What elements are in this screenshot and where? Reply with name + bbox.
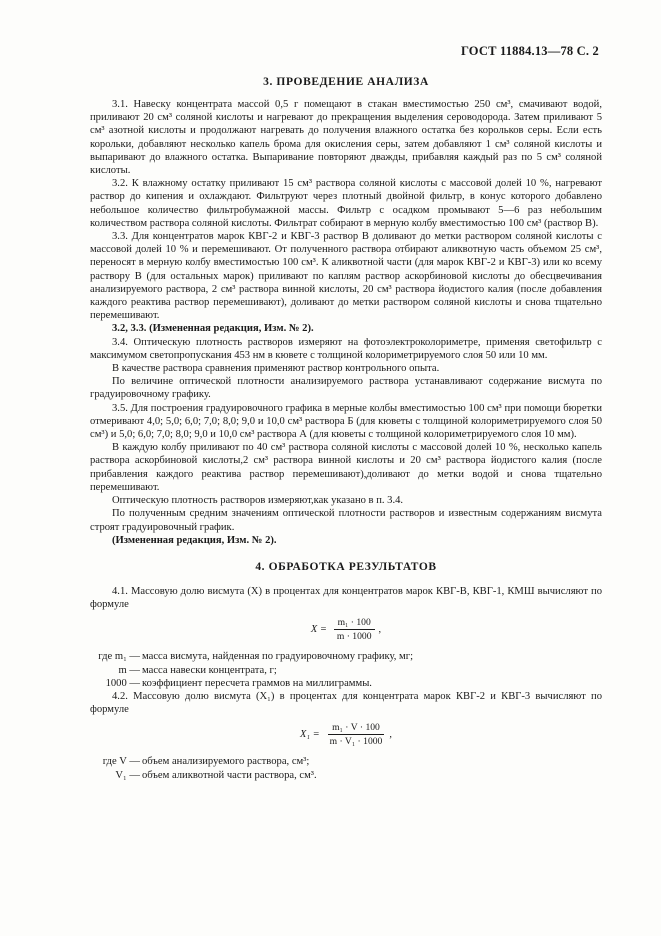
paragraph-optical-density: Оптическую плотность растворов измеряют,как указано в п. 3.4. bbox=[112, 495, 404, 507]
paragraph-bismuth-content: По величине оптической плотности анализируемого раствора устанавливают содержание висмута по градуировочному графику. bbox=[90, 376, 602, 401]
paragraph-calibration-graph: По полученным средним значениям оптической плотности растворов и известным содержаниям висмута строят градуировочный график. bbox=[90, 508, 602, 533]
definition-text: коэффициент пересчета граммов на миллиграммы. bbox=[142, 677, 372, 689]
definition-text: масса висмута, найденная по градуировочному графику, мг; bbox=[142, 651, 414, 663]
definition-symbol: где V — bbox=[102, 756, 140, 768]
definition-row bbox=[90, 664, 602, 677]
section-3-heading: 3. ПРОВЕДЕНИЕ АНАЛИЗА bbox=[263, 76, 429, 88]
formula-1-denominator: m · 1000 bbox=[336, 631, 372, 643]
definition-row bbox=[90, 769, 602, 782]
amendment-note-3-2-3-3: 3.2, 3.3. (Измененная редакция, Изм. № 2). bbox=[112, 323, 314, 335]
paragraph-each-flask: В каждую колбу приливают по 40 см³ раствора соляной кислоты с массовой долей 10 %, несколько капель раствора аскорбиновой кислоты,2 см³ раствора винной кислоты и 20 см³ раствора йодистого калия (после прибавления каждого реактива раствор перемешивают),доливают до метки водой и снова тщательно перемешивают. bbox=[90, 442, 602, 493]
definition-text: масса навески концентрата, г; bbox=[142, 664, 277, 676]
amendment-note-3: (Измененная редакция, Изм. № 2). bbox=[112, 534, 277, 546]
formula-1-comma: , bbox=[378, 624, 382, 636]
definition-row bbox=[90, 677, 602, 690]
paragraph-3-4: 3.4. Оптическую плотность растворов измеряют на фотоэлектроколориметре, применяя светофильтр с максимумом светопропускания 453 нм в кювете с толщиной колориметрируемого слоя 50 или 10 мм. bbox=[90, 336, 602, 361]
definition-symbol: m — bbox=[118, 664, 140, 676]
page-header: ГОСТ 11884.13—78 С. 2 bbox=[460, 44, 599, 58]
definition-symbol: где m₁ — bbox=[98, 651, 140, 663]
definition-row bbox=[90, 650, 602, 663]
formula-2-numerator: m₁ · V · 100 bbox=[328, 722, 384, 735]
formula-1 bbox=[90, 617, 602, 642]
definition-text: объем анализируемого раствора, см³; bbox=[142, 756, 310, 768]
formula-1-fraction bbox=[333, 617, 376, 642]
formula-1-lhs: X = bbox=[310, 624, 327, 636]
formula-2-fraction bbox=[326, 722, 387, 747]
formula-2-lhs: X₁ = bbox=[300, 729, 320, 741]
formula-2-denominator: m · V₁ · 1000 bbox=[329, 736, 383, 748]
definition-symbol: 1000 — bbox=[105, 677, 140, 689]
formula-2-definitions bbox=[90, 755, 602, 781]
formula-2 bbox=[90, 722, 602, 747]
formula-1-definitions bbox=[90, 650, 602, 690]
paragraph-3-2: 3.2. К влажному остатку приливают 15 см³ раствора соляной кислоты с массовой долей 10 %, нагревают раствор до кипения и охлаждают. Фильтруют через плотный двойной фильтр, в конус которого добавлено небольшое количество фильтробумажной массы. Фильтр с осадком промывают 5—6 раз небольшим количеством раствора соляной кислоты. Фильтрат собирают в мерную колбу вместимостью 100 см³ (раствор В). bbox=[90, 178, 602, 229]
paragraph-3-3: 3.3. Для концентратов марок КВГ-2 и КВГ-3 раствор В доливают до метки раствором соляной кислоты с массовой долей 10 % и перемешивают. От полученного раствора отбирают аликвотную часть объемом 25 см³, переносят в мерную колбу вместимостью 100 см³. К аликвотной части (для марок КВГ-2 и КВГ-3) или ко всему раствору В (для остальных марок) приливают по каплям раствор аскорбиновой кислоты до обесцвечивания анализируемого раствора, 2 см³ раствора винной кислоты, 20 см³ раствора йодистого калия (после добавления каждого реактива раствор перемешивают), доливают до метки раствором соляной кислоты и снова тщательно перемешивают. bbox=[90, 231, 602, 322]
definition-text: объем аликвотной части раствора, см³. bbox=[142, 769, 317, 781]
paragraph-4-1: 4.1. Массовую долю висмута (X) в процентах для концентратов марок КВГ-В, КВГ-1, КМШ вычисляют по формуле bbox=[90, 585, 602, 611]
formula-1-numerator: m₁ · 100 bbox=[334, 617, 375, 630]
definition-row bbox=[90, 755, 602, 768]
paragraph-3-1: 3.1. Навеску концентрата массой 0,5 г помещают в стакан вместимостью 250 см³, смачивают водой, приливают 20 см³ соляной кислоты и нагревают до прекращения выделения сероводорода. Затем приливают 5 см³ азотной кислоты и продолжают нагревать до получения влажного остатка без корольков серы. Если есть корольки, добавляют несколько капель брома для окисления серы, затем добавляют 1 см³ соляной кислоты и выпаривают до влажного остатка. Выпаривание повторяют дважды, прибавляя каждый раз по 5 см³ соляной кислоты. bbox=[90, 99, 602, 177]
definition-symbol: V₁ — bbox=[115, 769, 140, 781]
section-4-heading: 4. ОБРАБОТКА РЕЗУЛЬТАТОВ bbox=[255, 560, 437, 573]
formula-2-comma: , bbox=[389, 729, 392, 741]
paragraph-4-2: 4.2. Массовую долю висмута (X₁) в процентах для концентрата марок КВГ-2 и КВГ-3 вычисляют по формуле bbox=[90, 690, 602, 716]
paragraph-3-5: 3.5. Для построения градуировочного графика в мерные колбы вместимостью 100 см³ при помощи бюретки отмеривают 4,0; 5,0; 6,0; 7,0; 8,0; 9,0 и 10,0 см³ раствора Б (для кюветы с толщиной колориметрируемого слоя 50 см³) и 5,0; 6,0; 7,0; 8,0; 9,0 и 10,0 см³ раствора А (для кюветы с толщиной колориметрируемого слоя 10 мм). bbox=[90, 402, 602, 441]
page-content bbox=[90, 76, 602, 782]
paragraph-reference-solution: В качестве раствора сравнения применяют раствор контрольного опыта. bbox=[112, 363, 440, 375]
